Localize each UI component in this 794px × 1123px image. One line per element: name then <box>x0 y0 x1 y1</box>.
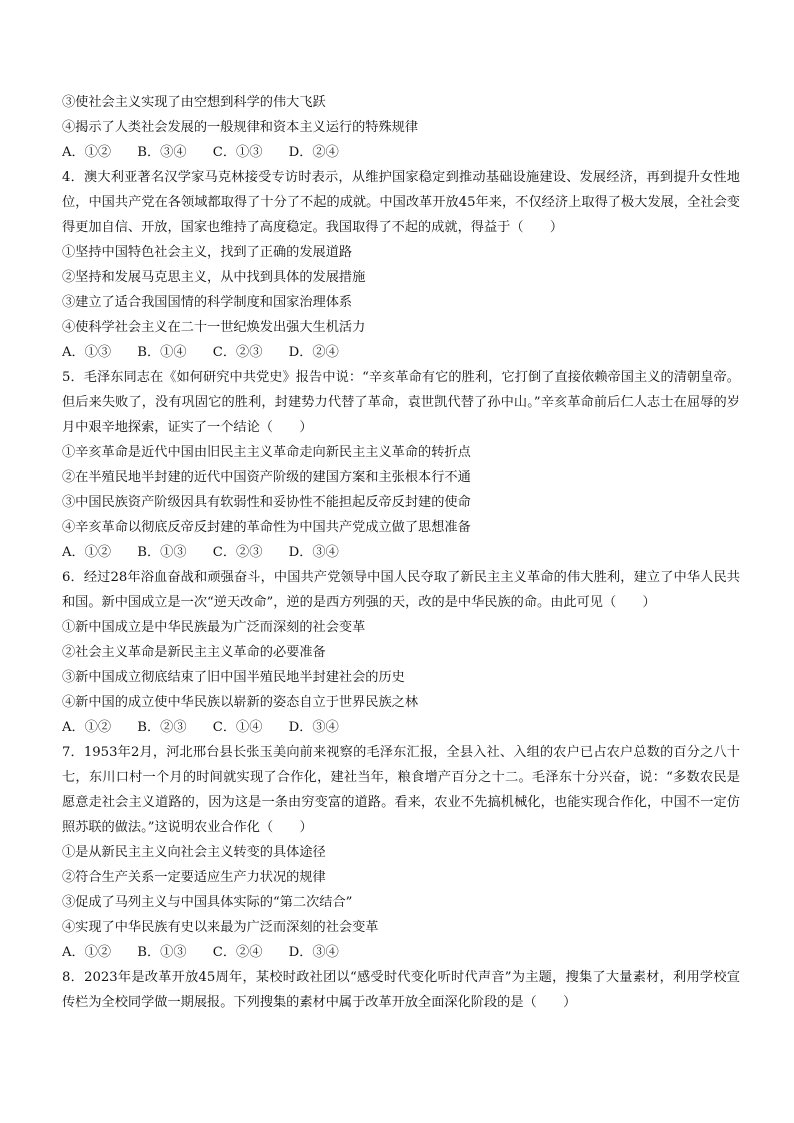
q7-answer-a: A．①② <box>62 945 112 960</box>
q6-option-1: ①新中国成立是中华民族最为广泛而深刻的社会变革 <box>62 620 366 635</box>
q7-option-4: ④实现了中华民族有史以来最为广泛而深刻的社会变革 <box>62 920 379 935</box>
q4-answer-b: B．①④ <box>137 345 187 360</box>
q5-option-1: ①辛亥革命是近代中国由旧民主主义革命走向新民主主义革命的转折点 <box>62 445 471 460</box>
exam-content <box>62 90 740 1015</box>
q3-option-3: ③使社会主义实现了由空想到科学的伟大飞跃 <box>62 95 326 110</box>
q4-answer-a: A．①③ <box>62 345 112 360</box>
q7-option-2: ②符合生产关系一定要适应生产力状况的规律 <box>62 870 326 885</box>
q7-option-1: ①是从新民主主义向社会主义转变的具体途径 <box>62 845 326 860</box>
q6-stem: 6．经过28年浴血奋战和顽强奋斗，中国共产党领导中国人民夺取了新民主主义革命的伟大胜利，建立了中华人民共和国。新中国成立是一次“逆天改命”，逆的是西方列强的天，改的是中华民族的命。由此可见（ ） <box>62 570 740 610</box>
q4-option-3: ③建立了适合我国国情的科学制度和国家治理体系 <box>62 295 353 310</box>
q6-answer-d: D．③④ <box>288 720 339 735</box>
q5-answer-c: C．②③ <box>212 545 263 560</box>
q5-answer-a: A．①② <box>62 545 112 560</box>
q3-answer-a: A．①② <box>62 145 112 160</box>
q7-answer-c: C．②④ <box>212 945 263 960</box>
q5-option-2: ②在半殖民地半封建的近代中国资产阶级的建国方案和主张根本行不通 <box>62 470 471 485</box>
q6-option-3: ③新中国成立彻底结束了旧中国半殖民地半封建社会的历史 <box>62 670 405 685</box>
q6-answer-b: B．②③ <box>137 720 187 735</box>
q4-answer-c: C．②③ <box>212 345 263 360</box>
q6-option-4: ④新中国的成立使中华民族以崭新的姿态自立于世界民族之林 <box>62 695 419 710</box>
q4-answer-d: D．②④ <box>288 345 339 360</box>
q4-stem: 4．澳大利亚著名汉学家马克林接受专访时表示，从维护国家稳定到推动基础设施建设、发展经济，再到提升女性地位，中国共产党在各领域都取得了十分了不起的成就。中国改革开放45年来，不仅经济上取得了极大发展，全社会变得更加自信、开放，国家也维持了高度稳定。我国取得了不起的成就，得益于（ ） <box>62 170 740 235</box>
q5-answer-b: B．①③ <box>137 545 187 560</box>
q8-stem: 8．2023年是改革开放45周年，某校时政社团以“感受时代变化听时代声音”为主题，搜集了大量素材，利用学校宣传栏为全校同学做一期展报。下列搜集的素材中属于改革开放全面深化阶段的是（ ） <box>62 970 740 1010</box>
q3-answer-d: D．②④ <box>288 145 339 160</box>
q4-option-4: ④使科学社会主义在二十一世纪焕发出强大生机活力 <box>62 320 366 335</box>
q6-answer-c: C．①④ <box>212 720 263 735</box>
q4-answer-choices <box>62 340 740 365</box>
q5-answer-d: D．③④ <box>288 545 339 560</box>
q4-option-1: ①坚持中国特色社会主义，找到了正确的发展道路 <box>62 245 353 260</box>
q7-answer-d: D．③④ <box>288 945 339 960</box>
q5-answer-choices <box>62 540 740 565</box>
q3-answer-choices <box>62 140 740 165</box>
q6-answer-a: A．①② <box>62 720 112 735</box>
q3-option-4: ④揭示了人类社会发展的一般规律和资本主义运行的特殊规律 <box>62 120 419 135</box>
q6-option-2: ②社会主义革命是新民主主义革命的必要准备 <box>62 645 326 660</box>
q5-stem: 5．毛泽东同志在《如何研究中共党史》报告中说：“辛亥革命有它的胜利，它打倒了直接依赖帝国主义的清朝皇帝。但后来失败了，没有巩固它的胜利，封建势力代替了革命，袁世凯代替了孙中山。”辛亥革命前后仁人志士在屈辱的岁月中艰辛地探索，证实了一个结论（ ） <box>62 370 740 435</box>
q6-answer-choices <box>62 715 740 740</box>
q7-answer-b: B．①③ <box>137 945 187 960</box>
q7-stem: 7．1953年2月，河北邢台县长张玉美向前来视察的毛泽东汇报，全县入社、入组的农户已占农户总数的百分之八十七，东川口村一个月的时间就实现了合作化，建社当年，粮食增产百分之十二。毛泽东十分兴奋，说：“多数农民是愿意走社会主义道路的，因为这是一条由穷变富的道路。看来，农业不先搞机械化，也能实现合作化，中国不一定仿照苏联的做法。”这说明农业合作化（ ） <box>62 745 740 835</box>
q3-answer-c: C．①③ <box>212 145 263 160</box>
q7-option-3: ③促成了马列主义与中国具体实际的“第二次结合” <box>62 895 353 910</box>
q5-option-3: ③中国民族资产阶级因具有软弱性和妥协性不能担起反帝反封建的使命 <box>62 495 471 510</box>
q4-option-2: ②坚持和发展马克思主义，从中找到具体的发展措施 <box>62 270 366 285</box>
q7-answer-choices <box>62 940 740 965</box>
q3-answer-b: B．③④ <box>137 145 187 160</box>
q5-option-4: ④辛亥革命以彻底反帝反封建的革命性为中国共产党成立做了思想准备 <box>62 520 471 535</box>
